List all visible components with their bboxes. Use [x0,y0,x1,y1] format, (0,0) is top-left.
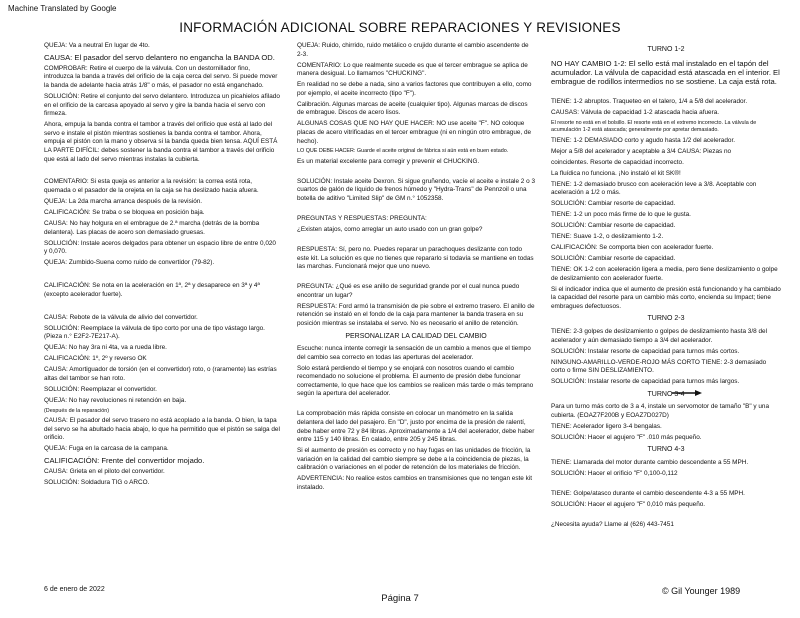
section-heading: TURNO 2-3 [647,315,685,323]
paragraph: TIENE: 1-2 un poco más firme de lo que le gusta. [551,211,691,219]
paragraph: Solo estará perdiendo el tiempo y se enojará con nosotros cuando el cambio recomendado no solucione el problema. El aumento de presión debe funcionar correctamente, lo que hace que los cambios se realicen más tarde o más temprano según la apertura del acelerador. [297,364,534,398]
paragraph: TIENE: Golpe/atasco durante el cambio descendente 4-3 a 55 MPH. [551,489,745,497]
paragraph: LO QUE DEBE HACER: Guarde el aceite original de fábrica si aún está en buen estado. [297,148,509,155]
paragraph: CAUSAS: Válvula de capacidad 1-2 atascada hacia afuera. [551,109,720,117]
copyright: © Gil Younger 1989 [662,586,741,596]
paragraph: COMENTARIO: Lo que realmente sucede es que el tercer embrague se aplica de manera desigual. Lo llamamos "CHUCKING". [297,61,528,78]
paragraph: Si el indicador indica que el aumento de presión está funcionando y ha cambiado la capacidad del resorte para un cambio más corto, encienda su Impact; tiene embragues defectuosos. [551,285,781,310]
paragraph: SOLUCIÓN: Reemplace la válvula de tipo corto por una de tipo vástago largo. (Pieza n.° E2F2-7E217-A). [44,324,265,341]
paragraph: QUEJA: La 2da marcha arranca después de la revisión. [44,198,203,206]
page-title: INFORMACIÓN ADICIONAL SOBRE REPARACIONES Y REVISIONES [179,20,621,35]
page-number: Página 7 [381,593,419,604]
paragraph: SOLUCIÓN: Hacer el agujero "F" .010 más pequeño. [551,433,702,441]
paragraph: ¿Existen atajos, como arreglar un auto usado con un gran golpe? [297,226,483,234]
paragraph: TIENE: Suave 1-2, o deslizamiento 1-2. [551,233,664,241]
paragraph: SOLUCIÓN: Instale aceros delgados para obtener un espacio libre de entre 0,020 y 0,070. [44,239,276,256]
column-left [44,42,280,490]
column-right [551,42,781,532]
paragraph: El resorte no está en el bolsillo. El resorte está en el extremo incorrecto. La válvula de acumulación 1-2 está atascada; generalmente por apretar demasiado. [551,120,757,134]
paragraph: TIENE: Llamarada del motor durante cambio descendente a 55 MPH. [551,459,749,467]
paragraph: La fluídica no funciona. ¡No instaló el kit SK®! [551,169,681,177]
paragraph: TIENE: 2-3 golpes de deslizamiento o golpes de deslizamiento hasta 3/8 del acelerador y aún demasiado tiempo a 3/4 del acelerador. [551,327,767,344]
paragraph: CAUSA: El pasador del servo trasero no está acoplado a la banda. O bien, la tapa del servo se ha abultado hacia abajo, lo que ha permitido que el pistón se salga del orificio. [44,417,280,442]
paragraph: Mejor a 5/8 del acelerador y aceptable a 3/4 CAUSA: Piezas no [551,147,732,155]
paragraph: SOLUCIÓN: Hacer el orificio "F" 0,100-0,112 [551,470,678,477]
paragraph: QUEJA: No hay 3ra ni 4ta, va a rueda libre. [44,344,167,352]
section-heading: TURNO 1-2 [647,46,685,53]
paragraph: SOLUCIÓN: Cambiar resorte de capacidad. [551,200,676,208]
paragraph: Ahora, empuja la banda contra el tambor a través del orificio que está al lado del servo e instale el pistón mientras sostienes la banda contra el tambor. Ahora, empuja el pistón con la mano y observa si la banda queda bien tensa. AQUÍ ESTÁ LA PARTE DIFÍCIL: debes sostener la banda contra el tambor a través del orificio que está al lado del servo mientras instalas la cubierta. [44,121,278,163]
paragraph: RESPUESTA: Ford armó la transmisión de pie sobre el extremo trasero. El anillo de retención se instaló en el fondo de la caja para mantener la banda trasera en su posición mientras se instalaba el servo. No es necesario el anillo de retención. [297,302,535,327]
paragraph: NO HAY CAMBIO 1-2: El sello está mal instalado en el tapón del acumulador. La válvula de capacidad está atascada en el interior. El embrague de rodillos intermedios no se sostiene. La caja está rota. [551,58,780,87]
paragraph: SOLUCIÓN: Cambiar resorte de capacidad. [551,255,676,262]
paragraph: Calibración. Algunas marcas de aceite (cualquier tipo). Algunas marcas de discos de embrague. Discos de acero lisos. [297,100,528,117]
paragraph: coincidentes. Resorte de capacidad incorrecto. [551,158,684,166]
paragraph: PREGUNTA: ¿Qué es ese anillo de seguridad grande por el cual nunca puedo encontrar un lugar? [297,283,520,299]
paragraph: NINGUNO-AMARILLO-VERDE-ROJO MÁS CORTO TIENE: 2-3 demasiado corto o firme SIN DESLIZAMIENTO. [551,358,767,375]
section-heading: TURNO 4-3 [647,446,685,454]
paragraph: CAUSA: No hay holgura en el embrague de 2.ª marcha (detrás de la bomba delantera). Las placas de acero son demasiado gruesas. [44,220,260,236]
paragraph: TIENE: 1-2 DEMASIADO corto y agudo hasta 1/2 del acelerador. [551,136,735,144]
paragraph: QUEJA: Zumbido-Suena como ruido de convertidor (79-82). [44,259,215,267]
paragraph: ADVERTENCIA: No realice estos cambios en transmisiones que no tengan este kit instalado. [297,475,533,491]
paragraph: SOLUCIÓN: Instalar resorte de capacidad para turnos más largos. [551,378,740,386]
paragraph: Si el aumento de presión es correcto y no hay fugas en las unidades de fricción, la variación en la calidad del cambio siempre se debe a la coincidencia de piezas, la calibración o variaciones en el poder de retención de los materiales de fricción. [297,447,531,472]
paragraph: ALGUNAS COSAS QUE NO HAY QUE HACER: NO use aceite "F". NO coloque placas de acero vitrificadas en el tercer embrague (ni en ningún otro embrague, de hecho). [297,120,532,145]
column-middle [297,42,535,495]
paragraph: CAUSA: El pasador del servo delantero no engancha la BANDA OD. [44,52,275,62]
paragraph: SOLUCIÓN: Soldadura TIG o ARCO. [44,479,150,487]
paragraph: PREGUNTAS Y RESPUESTAS: PREGUNTA: [297,215,427,223]
paragraph: CALIFICACIÓN: Frente del convertidor mojado. [44,456,205,466]
paragraph: La comprobación más rápida consiste en colocar un manómetro en la salida delantera del lado del pasajero. En "D", justo por encima de la presión de ralentí, debe haber entre 72 y 84 libras. Aproximadamente a 1/4 del acelerador, debe haber entre 115 y 140 libras. En calado, entre 205 y 245 libras. [297,410,535,444]
paragraph: En realidad no se debe a nada, sino a varios factores que contribuyen a ello, como por ejemplo, el aceite incorrecto (tipo "F"). [297,81,532,97]
paragraph: SOLUCIÓN: Instale aceite Dexron. Si sigue gruñendo, vacíe el aceite e instale 2 o 3 cuartos de galón de líquido de frenos húmedo y "Hydra-Trans" de Pennzoil o una botella de aditivo "Limited Slip" de GM n.° 1052358. [297,177,536,203]
paragraph: Es un material excelente para corregir y prevenir el CHUCKING. [297,157,480,165]
paragraph: (Después de la reparación) [44,407,110,414]
paragraph: QUEJA: Fuga en la carcasa de la campana. [44,445,169,453]
paragraph: Escuche: nunca intente corregir la sensación de un cambio a menos que el tiempo del cambio sea correcto en todas las aperturas del acelerador. [297,345,531,361]
paragraph: SOLUCIÓN: Instalar resorte de capacidad para turnos más cortos. [551,347,740,355]
paragraph: CALIFICACIÓN: Se traba o se bloquea en posición baja. [44,209,205,217]
paragraph: COMPROBAR: Retire el cuerpo de la válvula. Con un destornillador fino, introduzca la banda a través del orificio de la caja cerca del servo. Si puede mover la banda de adelante hacia atrás 1/8" o más, el pasador no está enganchado. [44,64,278,89]
paragraph: SOLUCIÓN: Cambiar resorte de capacidad. [551,222,676,230]
paragraph: CAUSA: Amortiguador de torsión (en el convertidor) roto, o (raramente) las estrías altas del tambor se han roto. [44,366,277,382]
paragraph: SOLUCIÓN: Hacer el agujero "F" 0,010 más pequeño. [551,500,706,508]
paragraph: Para un turno más corto de 3 a 4, instale un servomotor de tamaño "B" y una cubierta. (EOAZ7F200B y EOAZ7D027D) [551,403,770,419]
paragraph: QUEJA: Va a neutral En lugar de 4to. [44,42,150,49]
paragraph: CALIFICACIÓN: Se nota en la aceleración en 1ª, 2ª y desaparece en 3ª y 4ª (excepto acelerador fuerte). [44,282,260,298]
paragraph: TIENE: 1-2 demasiado brusco con aceleración leve a 3/8. Aceptable con aceleración a 1/2 o más. [551,180,757,197]
paragraph: TIENE: OK 1-2 con aceleración ligera a media, pero tiene deslizamiento o golpe de deslizamiento con acelerador fuerte. [551,265,778,282]
section-heading: PERSONALIZAR LA CALIDAD DEL CAMBIO [345,332,487,340]
paragraph: TIENE: 1-2 abruptos. Traqueteo en el talero, 1/4 a 5/8 del acelerador. [551,98,748,106]
paragraph: TIENE: Acelerador ligero 3-4 bengalas. [551,422,662,430]
paragraph: COMENTARIO: Si esta queja es anterior a la revisión: la correa está rota, quemada o el pasador de la orejeta en la caja se ha deslizado hacia afuera. [44,178,259,195]
paragraph: SOLUCIÓN: Reemplazar el convertidor. [44,385,157,393]
paragraph: CAUSA: Rebote de la válvula de alivio del convertidor. [44,313,198,321]
section-heading: TURNO 3-4 [647,390,685,398]
paragraph: CALIFICACIÓN: Se comporta bien con acelerador fuerte. [551,244,714,252]
footer-date: 6 de enero de 2022 [44,586,105,593]
paragraph: ¿Necesita ayuda? Llame al (626) 443-7451 [551,520,674,528]
paragraph: SOLUCIÓN: Retire el conjunto del servo delantero. Introduzca un picahielos afilado en el orificio de la carcasa apoyado al servo y gire la banda hacia el servo con firmeza. [44,92,280,118]
machine-translated-label: Machine Translated by Google [8,4,117,13]
paragraph: CAUSA: Grieta en el piloto del convertidor. [44,468,165,476]
paragraph: QUEJA: Ruido, chirrido, ruido metálico o crujido durante el cambio ascendente de 2-3. [297,42,529,58]
paragraph: QUEJA: No hay revoluciones ni retención en baja. [44,396,187,404]
paragraph: CALIFICACIÓN: 1º, 2º y reverso OK [44,355,147,363]
paragraph: RESPUESTA: Sí, pero no. Puedes reparar un parachoques deslizante con todo este kit. La solución es que no tienes que repararlo si todavía se mantiene en todas las marchas. Funcionará mejor que uno nuevo. [297,246,534,271]
arrow-right-icon [672,390,702,396]
